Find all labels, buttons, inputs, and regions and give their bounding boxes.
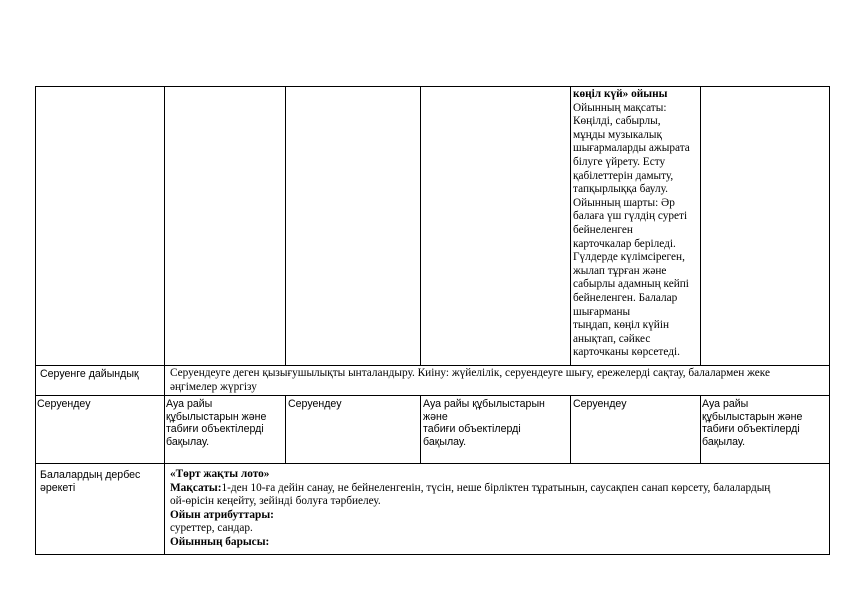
row1-col3-cell — [285, 86, 421, 366]
row1-col4-cell — [420, 86, 571, 366]
weather-observation — [166, 398, 266, 448]
text-line: Ауа райы — [166, 398, 213, 410]
text-line: карточкалар беріледі. — [573, 237, 676, 250]
text-line: Ойынның мақсаты: — [573, 101, 667, 114]
row1-col2-cell — [164, 86, 286, 366]
goal-label: Мақсаты: — [170, 481, 222, 494]
walk-label: Серуендеу — [573, 398, 627, 410]
weather-observation — [423, 398, 545, 448]
text-line: және — [423, 410, 448, 423]
text-line: бақылау. — [702, 435, 746, 448]
text-line: Ауа райы — [702, 398, 749, 410]
text-line: білуге үйрету. Есту — [573, 155, 666, 168]
lotto-game-description — [170, 468, 770, 550]
text-line: бейнеленген. Балалар — [573, 291, 678, 304]
goal-text: 1-ден 10-ға дейін санау, не бейнеленгенін, түсін, неше бірліктен тұратынын, саусақпен санап көрсету, балалардың — [221, 481, 771, 494]
text-line: мұңды музыкалық — [573, 128, 663, 141]
independent-activity-label — [40, 469, 140, 494]
text-line: табиғи объектілерді — [423, 423, 521, 436]
text-line: Ауа райы құбылыстарын — [423, 398, 545, 410]
walk-prep-text — [170, 367, 770, 394]
text-line: Көңілді, сабырлы, — [573, 115, 661, 128]
text-line: құбылыстарын және — [166, 410, 267, 423]
text-line: тыңдап, көңіл күйін — [573, 319, 670, 332]
attributes-text: суреттер, сандар. — [170, 522, 253, 535]
goal-line — [170, 482, 770, 496]
text-line: табиғи объектілерді — [702, 423, 800, 436]
attributes-label: Ойын атрибуттары: — [170, 508, 274, 521]
text-line: Гүлдерде күлімсіреген, — [573, 251, 685, 264]
weather-observation — [702, 398, 802, 448]
walk-prep-label: Серуенге дайындық — [40, 368, 139, 380]
text-line: бейнеленген — [573, 223, 633, 236]
row1-col1-cell — [35, 86, 165, 366]
text-line: қабілеттерін дамыту, — [573, 169, 674, 182]
text-line: Серуендеуге деген қызығушылықты ынталандыру. Киіну: жүйелілік, серуендеуге шығу, ережелерді сақтау, балалармен жеке — [170, 367, 771, 379]
text-line: сабырлы адамның кейпі — [573, 278, 689, 291]
row1-col6-cell — [700, 86, 830, 366]
text-line: табиғи объектілерді — [166, 423, 264, 436]
game-title-line: көңіл күй» ойыны — [573, 88, 668, 100]
text-line: карточканы көрсетеді. — [573, 346, 680, 359]
text-line: Балалардың дербес — [40, 469, 141, 481]
goal-line-2: ой-өрісін кеңейту, зейінді болуға тәрбиелеу. — [170, 495, 381, 508]
text-line: құбылыстарын және — [702, 410, 803, 423]
text-line: анықтап, сәйкес — [573, 332, 651, 345]
text-line: әңгімелер жүргізу — [170, 380, 257, 393]
walk-label: Серуендеу — [37, 398, 91, 410]
game-title: «Төрт жақты лото» — [170, 468, 270, 480]
text-line: бақылау. — [166, 435, 210, 448]
game-description — [573, 88, 690, 360]
text-line: тапқырлыққа баулу. — [573, 183, 668, 196]
text-line: жылап тұрған және — [573, 264, 667, 277]
text-line: Ойынның шарты: Әр — [573, 196, 675, 209]
process-label: Ойынның барысы: — [170, 535, 270, 548]
text-line: шығарманы — [573, 305, 631, 318]
text-line: балаға үш гүлдің суреті — [573, 210, 688, 223]
text-line: шығармаларды ажырата — [573, 142, 690, 155]
walk-label: Серуендеу — [288, 398, 342, 410]
text-line: әрекеті — [40, 481, 76, 494]
text-line: бақылау. — [423, 435, 467, 448]
